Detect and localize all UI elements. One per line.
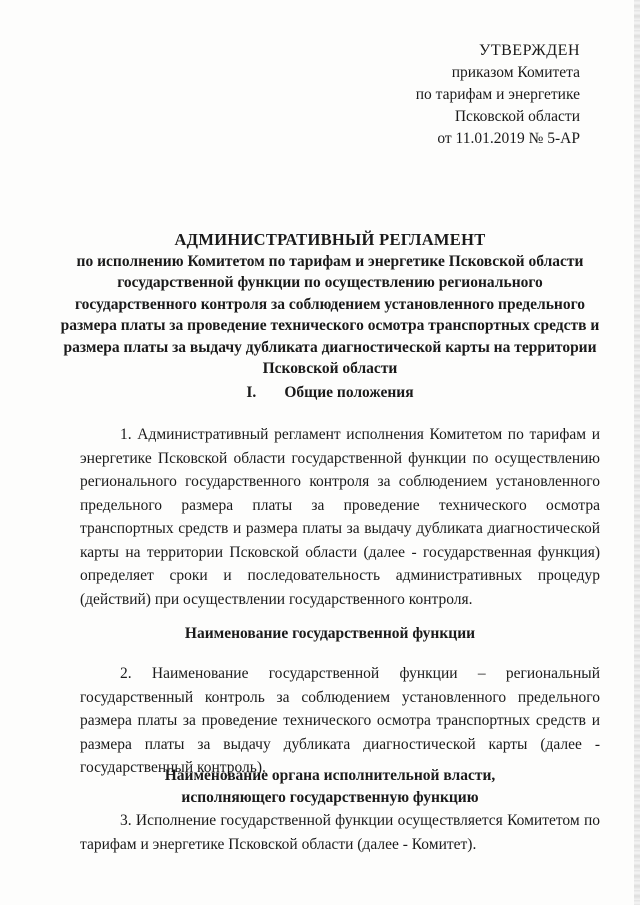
paragraph-2: 2. Наименование государственной функции – региональный государственный контроль за соблюдением установленного предельного размера платы за проведение технического осмотра транспортных средств и размера платы за выдачу дубликата диагностической карты (далее - государственный контроль). — [80, 665, 600, 776]
approval-line-region: Псковской области — [454, 108, 580, 125]
paragraph-1: 1. Административный регламент исполнения Комитетом по тарифам и энергетике Псковской области государственной функции по осуществлению регионального государственного контроля за соблюдением установленного предельного размера платы за проведение технического осмотра транспортных средств и размера платы за выдачу дубликата диагностической карты на территории Псковской области (далее - государственная функция) определяет сроки и последовательность административных процедур (действий) при осуществлении государственного контроля. — [80, 426, 600, 608]
approval-line-order: приказом Комитета — [451, 64, 580, 81]
heading-function-name: Наименование государственной функции — [184, 625, 476, 642]
approval-line-date: от 11.01.2019 № 5-АР — [437, 130, 580, 147]
section-1-title: Общие положения — [284, 384, 414, 401]
paragraph-3: 3. Исполнение государственной функции осуществляется Комитетом по тарифам и энергетике Псковской области (далее - Комитет). — [80, 812, 600, 853]
document-title: АДМИНИСТРАТИВНЫЙ РЕГЛАМЕНТ — [174, 230, 486, 249]
scan-edge — [634, 0, 640, 905]
approval-line-committee: по тарифам и энергетике — [415, 86, 580, 103]
document-title-block — [60, 229, 600, 380]
section-1-heading — [60, 382, 600, 404]
section-1-number: I. — [246, 384, 257, 401]
heading-executive-body: Наименование органа исполнительной власти, исполняющего государственную функцию — [164, 767, 496, 806]
approval-heading: УТВЕРЖДЕН — [479, 42, 580, 59]
document-subtitle: по исполнению Комитетом по тарифам и энергетике Псковской области государственной функции по осуществлению регионального государственного контроля за соблюдением установленного предельного размера платы за проведение технического осмотра транспортных средств и размера платы за выдачу дубликата диагностической карты на территории Псковской области — [60, 252, 600, 377]
approval-stamp-block — [416, 40, 580, 150]
